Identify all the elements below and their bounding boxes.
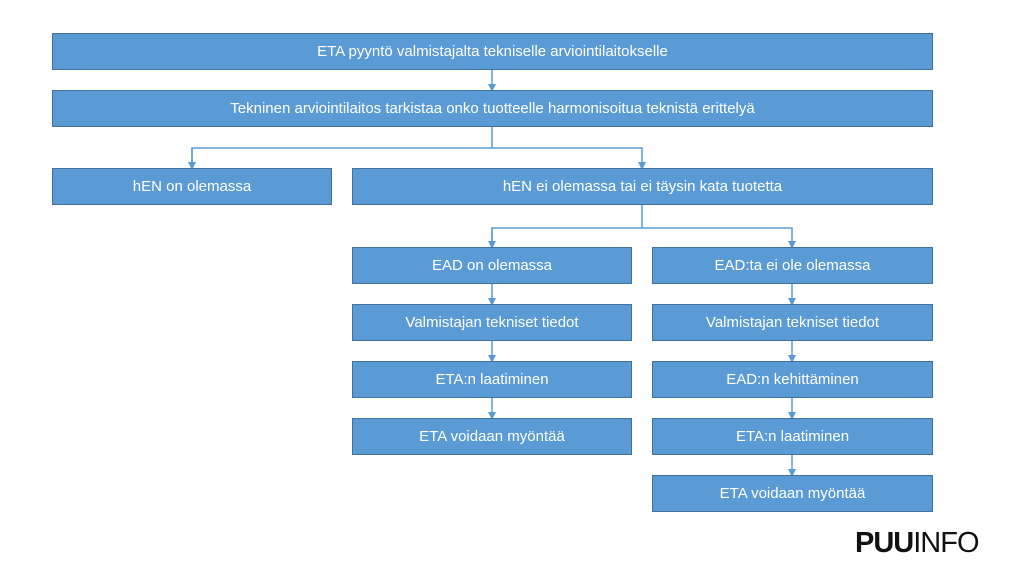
node-ead-missing: EAD:ta ei ole olemassa <box>652 247 933 284</box>
branch-hen <box>492 228 792 246</box>
node-hen-missing: hEN ei olemassa tai ei täysin kata tuotetta <box>352 168 933 205</box>
node-left-tech: Valmistajan tekniset tiedot <box>352 304 632 341</box>
node-start: ETA pyyntö valmistajalta tekniselle arviointilaitokselle <box>52 33 933 70</box>
logo-bold-text: PUU <box>855 527 914 559</box>
node-right-tech: Valmistajan tekniset tiedot <box>652 304 933 341</box>
node-left-grant: ETA voidaan myöntää <box>352 418 632 455</box>
node-right-grant: ETA voidaan myöntää <box>652 475 933 512</box>
node-right-dev: EAD:n kehittäminen <box>652 361 933 398</box>
puuinfo-logo <box>855 527 979 560</box>
node-left-prep: ETA:n laatiminen <box>352 361 632 398</box>
node-check: Tekninen arviointilaitos tarkistaa onko tuotteelle harmonisoitua teknistä erittelyä <box>52 90 933 127</box>
node-right-prep: ETA:n laatiminen <box>652 418 933 455</box>
node-ead-exists: EAD on olemassa <box>352 247 632 284</box>
logo-light-text: INFO <box>913 527 979 559</box>
branch-check <box>192 148 642 167</box>
node-hen-exists: hEN on olemassa <box>52 168 332 205</box>
